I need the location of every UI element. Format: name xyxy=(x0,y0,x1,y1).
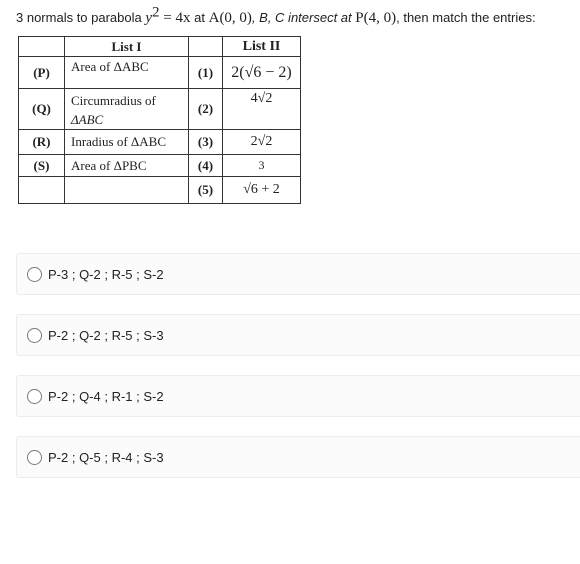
radio-circle-icon[interactable] xyxy=(27,328,42,343)
row-item xyxy=(65,57,189,89)
table-header-row xyxy=(19,37,301,57)
point-p: P(4, 0) xyxy=(355,10,397,26)
question-prefix: 3 normals to parabola xyxy=(16,10,142,25)
row-item xyxy=(65,155,189,177)
row-label: (S) xyxy=(19,155,65,177)
point-a: A(0, 0) xyxy=(208,10,252,26)
row-item xyxy=(65,89,189,130)
row-number: (5) xyxy=(189,177,223,204)
option-label: P-3 ; Q-2 ; R-5 ; S-2 xyxy=(48,266,164,282)
row-label: (Q) xyxy=(19,89,65,130)
option-label: P-2 ; Q-5 ; R-4 ; S-3 xyxy=(48,449,164,465)
row-value: 2(√6 − 2) xyxy=(223,57,301,89)
row-number: (1) xyxy=(189,57,223,89)
table-row xyxy=(19,89,301,130)
row-item-line1: Area of ΔPBC xyxy=(71,157,147,173)
row-item-line2: ΔABC xyxy=(71,112,104,127)
question-mid1: at xyxy=(194,10,209,25)
row-item-line1: Circumradius of xyxy=(71,93,156,108)
header-list-1: List I xyxy=(65,37,189,57)
option-c[interactable] xyxy=(16,375,580,417)
question-suffix: , then match the entries: xyxy=(396,10,536,25)
row-item-line1: Inradius of ΔABC xyxy=(71,134,167,149)
row-number: (4) xyxy=(189,155,223,177)
table-row xyxy=(19,130,301,155)
question-mid2: , B, C intersect at xyxy=(251,10,356,25)
table-row xyxy=(19,155,301,177)
option-a[interactable] xyxy=(16,253,580,295)
row-item xyxy=(65,130,189,155)
option-label: P-2 ; Q-4 ; R-1 ; S-2 xyxy=(48,388,164,404)
header-blank-2 xyxy=(189,37,223,57)
row-value: √6 + 2 xyxy=(223,177,301,204)
table-row xyxy=(19,177,301,204)
option-b[interactable] xyxy=(16,314,580,356)
header-list-2: List II xyxy=(223,37,301,57)
option-label: P-2 ; Q-2 ; R-5 ; S-3 xyxy=(48,327,164,343)
table-row xyxy=(19,57,301,89)
row-number: (3) xyxy=(189,130,223,155)
row-item-line1: Area of ΔABC xyxy=(71,59,149,74)
match-table xyxy=(18,36,301,204)
row-value: 2√2 xyxy=(223,130,301,155)
row-value: 4√2 xyxy=(223,89,301,130)
row-item xyxy=(65,177,189,204)
header-blank-1 xyxy=(19,37,65,57)
equation-exponent: 2 xyxy=(152,4,160,21)
row-value: 3 xyxy=(223,155,301,177)
answer-options xyxy=(16,253,580,497)
row-label: (P) xyxy=(19,57,65,89)
row-label: (R) xyxy=(19,130,65,155)
option-d[interactable] xyxy=(16,436,580,478)
radio-circle-icon[interactable] xyxy=(27,267,42,282)
row-number: (2) xyxy=(189,89,223,130)
radio-circle-icon[interactable] xyxy=(27,450,42,465)
row-label xyxy=(19,177,65,204)
equation-variable: y xyxy=(145,10,153,26)
radio-circle-icon[interactable] xyxy=(27,389,42,404)
equation-rhs: = 4x xyxy=(159,10,191,26)
question-text xyxy=(16,4,576,28)
